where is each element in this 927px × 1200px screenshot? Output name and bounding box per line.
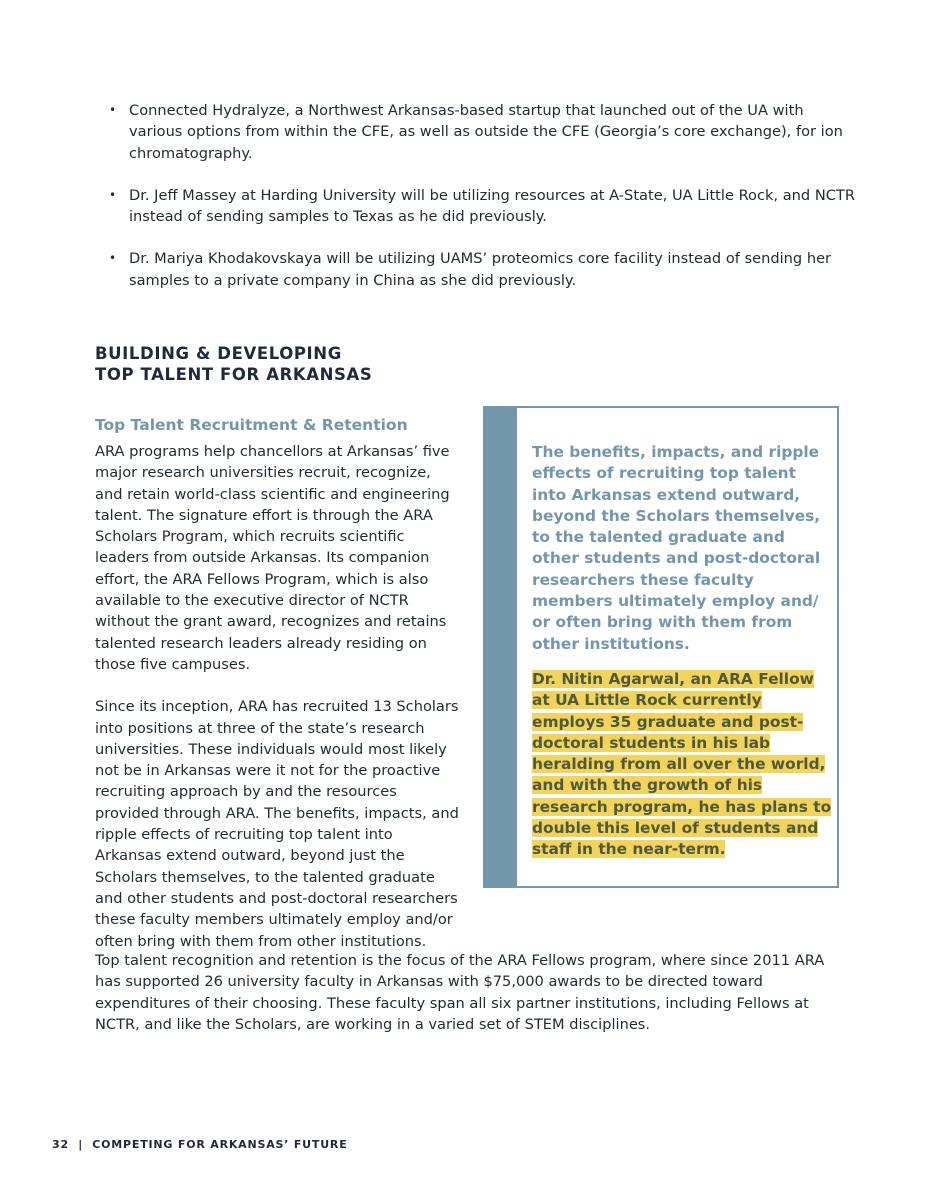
bullet-text: Dr. Jeff Massey at Harding University will be utilizing resources at A-State, UA Little Rock, and NCTR instead of sending samples to Texas as he did previously. — [129, 186, 855, 226]
bullet-text: Dr. Mariya Khodakovskaya will be utilizing UAMS’ proteomics core facility instead of sending her samples to a private company in China as she did previously. — [129, 250, 832, 289]
body-paragraph: Since its inception, ARA has recruited 13 Scholars into positions at three of the state’s research universities. These individuals would most likely not be in Arkansas were it not for the proactive recruiting approach by and the resources provided through ARA. The benefits, impacts, and ripple effects of recruiting top talent into Arkansas extend outward, beyond just the Scholars themselves, to the talented graduate and other students and post-doctoral researchers these faculty members ultimately employ and/or often bring with them from other institutions. — [95, 698, 459, 950]
callout-quote: The benefits, impacts, and ripple effects of recruiting top talent into Arkansas extend outward, beyond the Scholars themselves, to the talented graduate and other students and post-doctoral researchers these faculty members ultimately employ and/ or often bring with them from other institutions. — [532, 443, 821, 653]
bullet-list — [95, 100, 855, 312]
section-heading-line-2: TOP TALENT FOR ARKANSAS — [95, 365, 373, 384]
footer-title: COMPETING FOR ARKANSAS’ FUTURE — [92, 1138, 348, 1151]
bullet-text: Connected Hydralyze, a Northwest Arkansas-based startup that launched out of the UA with various options from within the CFE, as well as outside the CFE (Georgia’s core exchange), for ion chromatography. — [129, 102, 843, 162]
page-footer — [52, 1138, 348, 1151]
highlighted-text: Dr. Nitin Agarwal, an ARA Fellow at UA Little Rock currently employs 35 graduate and post-doctoral students in his lab heralding from all over the world, and with the growth of his research program, he has plans to double this level of students and staff in the near-term. — [532, 669, 832, 859]
body-column — [95, 441, 460, 973]
bullet-marker: • — [109, 187, 117, 202]
callout-highlight — [532, 669, 832, 861]
bullet-item — [95, 248, 855, 291]
footer-separator: | — [78, 1138, 84, 1151]
subheading: Top Talent Recruitment & Retention — [95, 416, 408, 434]
section-heading — [95, 343, 372, 385]
closing-paragraph: Top talent recognition and retention is the focus of the ARA Fellows program, where since 2011 ARA has supported 26 university faculty in Arkansas with $75,000 awards to be directed toward expenditures of their choosing. These faculty span all six partner institutions, including Fellows at NCTR, and like the Scholars, are working in a varied set of STEM disciplines. — [95, 952, 825, 1033]
callout-box — [483, 406, 839, 888]
bullet-item — [95, 185, 855, 228]
section-heading-line-1: BUILDING & DEVELOPING — [95, 344, 342, 363]
bullet-item — [95, 100, 855, 164]
bullet-marker: • — [109, 103, 117, 117]
page-number: 32 — [52, 1138, 69, 1151]
bullet-marker: • — [109, 251, 117, 266]
callout-accent-bar — [485, 408, 517, 886]
body-paragraph: ARA programs help chancellors at Arkansas’ five major research universities recruit, recognize, and retain world-class scientific and engineering talent. The signature effort is through the ARA Scholars Program, which recruits scientific leaders from outside Arkansas. Its companion effort, the ARA Fellows Program, which is also available to the executive director of NCTR without the grant award, recognizes and retains talented research leaders already residing on those five campuses. — [95, 443, 450, 673]
callout-content — [532, 442, 832, 861]
